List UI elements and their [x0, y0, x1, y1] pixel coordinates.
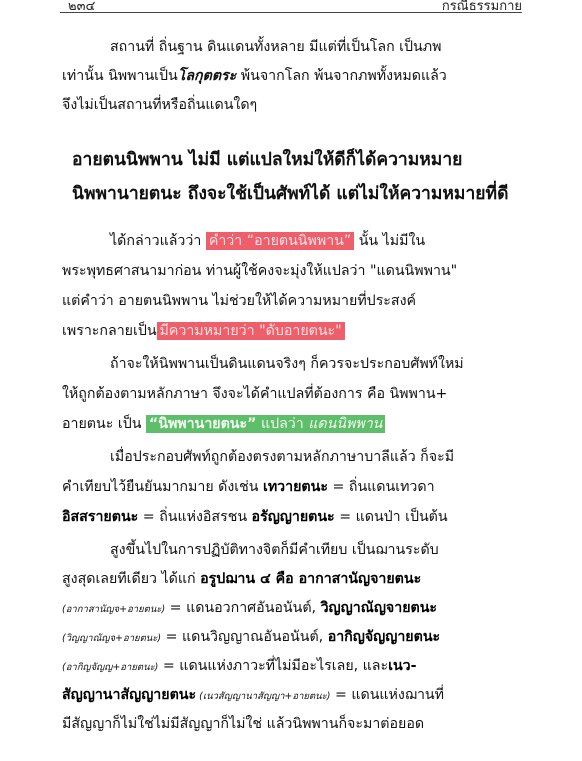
bold-term: สัญญานาสัญญายตนะ: [62, 687, 197, 703]
p1-line3: [62, 96, 520, 114]
p1-line2: [62, 67, 520, 85]
page-number: ๒๓๔: [68, 0, 96, 14]
p5-line6: [62, 686, 520, 706]
highlight-text: แปลว่า: [256, 416, 309, 432]
text: = แดนแห่งฌานที่: [330, 687, 444, 703]
text: สูงสุดเลยทีเดียว ได้แก่: [62, 571, 201, 587]
pali-note: (อากิญจัญญ+อายตนะ): [62, 662, 159, 673]
text: = ถิ่นแดนเทวดา: [327, 479, 435, 495]
text: จึงไม่เป็นสถานที่หรือถิ่นแดนใดๆ: [62, 97, 258, 113]
text: พ้นจากโลก พ้นจากภพทั้งหมดแล้ว: [236, 68, 447, 84]
text: = แดนอวกาศอันอนันต์,: [165, 600, 321, 616]
p2-line1: [110, 232, 520, 250]
text: เพราะกลายเป็น: [62, 323, 157, 339]
text: = แดนวิญญาณอันอนันต์,: [161, 629, 328, 645]
text: พระพุทธศาสนามาก่อน ท่านผู้ใช้คงจะมุ่งให้แปลว่า "แดนนิพพาน": [62, 263, 458, 279]
p3-line1: [110, 355, 520, 373]
pali-note: (อากาสานัญจ+อายตนะ): [62, 604, 166, 615]
highlight-red: มีความหมายว่า "ดับอายตนะ": [157, 322, 345, 340]
text: สูงขึ้นไปในการปฏิบัติทางจิตก็มีคำเทียบ เป็นฌานระดับ: [110, 542, 439, 558]
bold-term: อิสสรายตนะ: [62, 509, 139, 525]
text: สถานที่ ถิ่นฐาน ดินแดนทั้งหลาย มีแต่ที่เป็นโลก เป็นภพ: [110, 39, 442, 55]
text: แต่คำว่า อายตนนิพพาน ไม่ช่วยให้ได้ความหมายที่ประสงค์: [62, 293, 417, 309]
bold-term: อากิญจัญญายตนะ: [327, 629, 441, 645]
p5-line7: [62, 715, 520, 733]
text: นั้น ไม่มีใน: [358, 233, 426, 249]
p5-line5: [62, 657, 520, 677]
bold-term: วิญญาณัญจายตนะ: [320, 600, 438, 616]
p5-line2: [62, 570, 520, 588]
text: = แดนป่า เป็นต้น: [334, 509, 448, 525]
p5-line4: [62, 628, 520, 648]
text: อายตนะ เป็น: [62, 416, 142, 432]
text: ถ้าจะให้นิพพานเป็นดินแดนจริงๆ ก็ควรจะประกอบศัพท์ใหม่: [110, 356, 464, 372]
highlight-italic: แดนนิพพาน: [308, 416, 383, 432]
header-rule: [60, 12, 522, 13]
bold-term: อรูปฌาน ๔ คือ อากาสานัญจายตนะ: [200, 571, 422, 587]
section-heading-line1: อายตนนิพพาน ไม่มี แต่แปลใหม่ให้ดีก็ได้ความหมาย: [72, 150, 463, 170]
highlight-red: คำว่า “อายตนนิพพาน”: [206, 232, 354, 250]
text: ให้ถูกต้องตามหลักภาษา จึงจะได้คำแปลที่ต้องการ คือ นิพพาน+: [62, 386, 448, 402]
p5-line1: [110, 541, 520, 559]
running-header: กรณีธรรมกาย: [441, 0, 522, 14]
p5-line3: [62, 599, 520, 619]
p1-line1: [110, 38, 520, 56]
text: มีสัญญาก็ไม่ใช่ไม่มีสัญญาก็ไม่ใช่ แล้วนิพพานก็จะมาต่อยอด: [62, 716, 425, 732]
p2-line2: [62, 262, 520, 280]
p4-line2: [62, 478, 520, 496]
bold-term: อรัญญายตนะ: [251, 509, 335, 525]
p2-line3: [62, 292, 520, 310]
emphasis-text: โลกุตตระ: [177, 68, 237, 84]
text: = ถิ่นแห่งอิสรชน: [138, 509, 252, 525]
bold-term: เนว-: [388, 658, 417, 674]
pali-note: (วิญญาณัญจ+อายตนะ): [62, 633, 162, 644]
text: = แดนแห่งภาวะที่ไม่มีอะไรเลย, และ: [158, 658, 389, 674]
bold-term: เทวายตนะ: [262, 479, 328, 495]
p2-line4: [62, 322, 520, 340]
p4-line3: [62, 508, 520, 526]
text: เท่านั้น นิพพานเป็น: [62, 68, 178, 84]
p3-line2: [62, 385, 520, 403]
text: เมื่อประกอบศัพท์ถูกต้องตรงตามหลักภาษาบาลีแล้ว ก็จะมี: [110, 449, 455, 465]
pali-note: (เนวสัญญานาสัญญา+อายตนะ): [196, 691, 331, 702]
text: คำเทียบไว้ยืนยันมากมาย ดังเช่น: [62, 479, 263, 495]
text: ได้กล่าวแล้วว่า: [110, 233, 202, 249]
highlight-term: “นิพพานายตนะ”: [148, 416, 257, 432]
p3-line3: [62, 415, 520, 433]
highlight-green: [146, 415, 385, 433]
p4-line1: [110, 448, 520, 466]
section-heading-line2: นิพพานายตนะ ถึงจะใช้เป็นศัพท์ได้ แต่ไม่ให้ความหมายที่ดี: [72, 184, 509, 204]
